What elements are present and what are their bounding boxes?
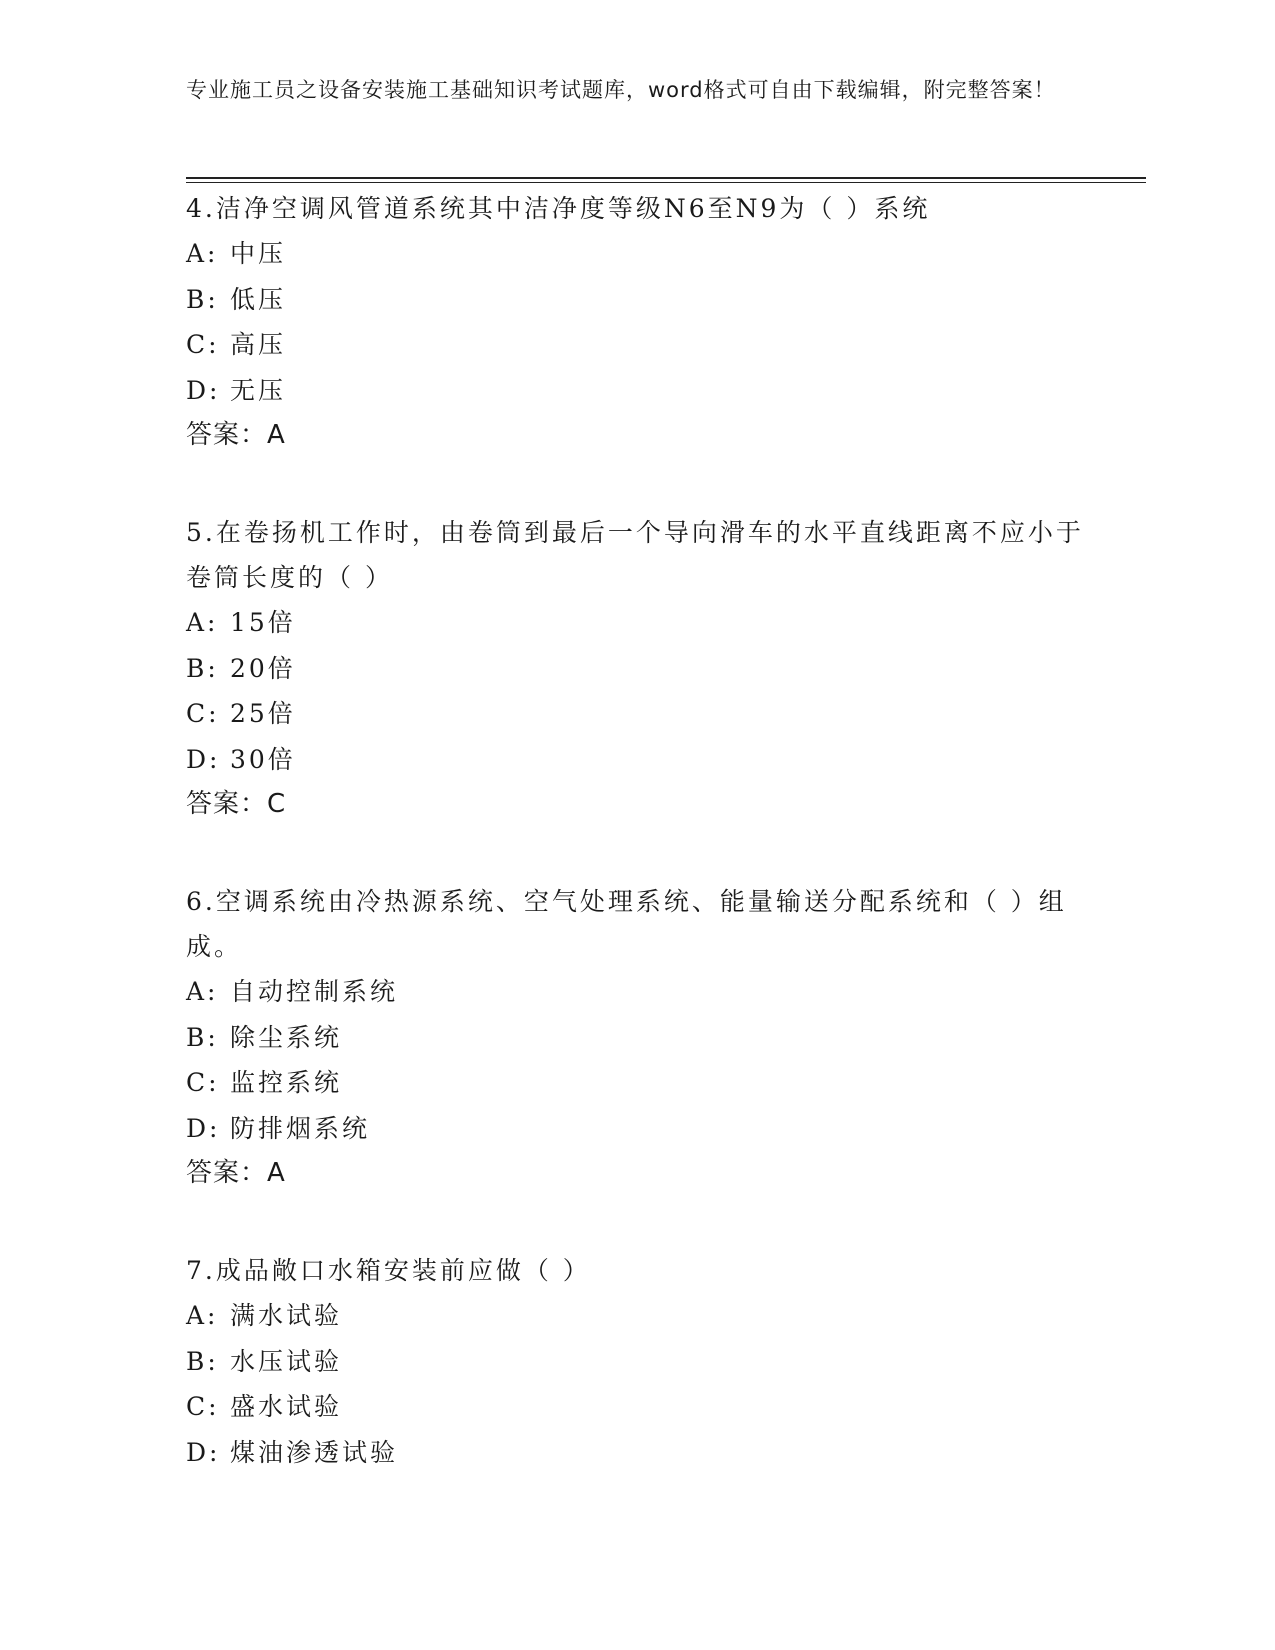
option-text: 25倍 <box>230 699 296 728</box>
option-c <box>186 1060 1086 1106</box>
option-text: 防排烟系统 <box>230 1113 371 1143</box>
question-5 <box>186 510 1086 827</box>
option-text: 满水试验 <box>230 1301 343 1330</box>
question-stem: 6.空调系统由冷热源系统、空气处理系统、能量输送分配系统和（ ）组成。 <box>186 887 1067 961</box>
option-d <box>186 368 1086 414</box>
option-text: 15倍 <box>230 608 296 637</box>
option-text: 盛水试验 <box>230 1392 343 1421</box>
question-list <box>186 186 1086 1527</box>
option-key: A: <box>186 1301 219 1330</box>
option-key: A: <box>186 977 219 1006</box>
option-key: C: <box>186 1068 220 1097</box>
option-key: D: <box>186 1437 221 1467</box>
option-key: D: <box>186 375 221 405</box>
question-stem: 7.成品敞口水箱安装前应做（ ） <box>186 1256 591 1285</box>
option-d <box>186 1430 1086 1476</box>
answer-line: 答案：A <box>186 1158 286 1188</box>
option-a <box>186 600 1086 646</box>
question-7 <box>186 1248 1086 1475</box>
option-c <box>186 691 1086 737</box>
question-6 <box>186 879 1086 1196</box>
option-key: A: <box>186 239 219 268</box>
option-text: 水压试验 <box>230 1346 343 1376</box>
option-text: 自动控制系统 <box>230 977 399 1006</box>
page-header-title: 专业施工员之设备安装施工基础知识考试题库，word格式可自由下载编辑，附完整答案！ <box>186 78 1056 102</box>
answer-line: 答案：A <box>186 420 286 450</box>
option-text: 低压 <box>230 284 287 314</box>
option-text: 煤油渗透试验 <box>230 1437 399 1467</box>
option-key: D: <box>186 744 221 774</box>
header-divider-thin <box>186 182 1146 183</box>
question-stem: 4.洁净空调风管道系统其中洁净度等级N6至N9为（ ）系统 <box>186 194 931 223</box>
option-key: B: <box>186 653 219 683</box>
option-key: C: <box>186 699 220 728</box>
option-c <box>186 1384 1086 1430</box>
option-text: 监控系统 <box>230 1068 343 1097</box>
option-key: B: <box>186 1022 219 1052</box>
option-text: 除尘系统 <box>230 1022 343 1052</box>
option-d <box>186 1106 1086 1152</box>
option-c <box>186 322 1086 368</box>
option-key: B: <box>186 284 219 314</box>
option-a <box>186 231 1086 277</box>
option-b <box>186 646 1086 692</box>
option-b <box>186 277 1086 323</box>
option-key: C: <box>186 1392 220 1421</box>
option-key: C: <box>186 330 220 359</box>
option-a <box>186 1293 1086 1339</box>
option-key: A: <box>186 608 219 637</box>
question-4 <box>186 186 1086 458</box>
option-key: B: <box>186 1346 219 1376</box>
option-text: 中压 <box>230 239 287 268</box>
header-divider-thick <box>186 177 1146 179</box>
option-d <box>186 737 1086 783</box>
option-text: 高压 <box>230 330 287 359</box>
question-stem: 5.在卷扬机工作时，由卷筒到最后一个导向滑车的水平直线距离不应小于卷筒长度的（ ） <box>186 518 1084 592</box>
option-a <box>186 969 1086 1015</box>
option-text: 无压 <box>230 375 287 405</box>
option-text: 20倍 <box>230 653 296 683</box>
option-text: 30倍 <box>230 744 296 774</box>
option-b <box>186 1339 1086 1385</box>
option-b <box>186 1015 1086 1061</box>
option-key: D: <box>186 1113 221 1143</box>
answer-line: 答案：C <box>186 789 287 819</box>
